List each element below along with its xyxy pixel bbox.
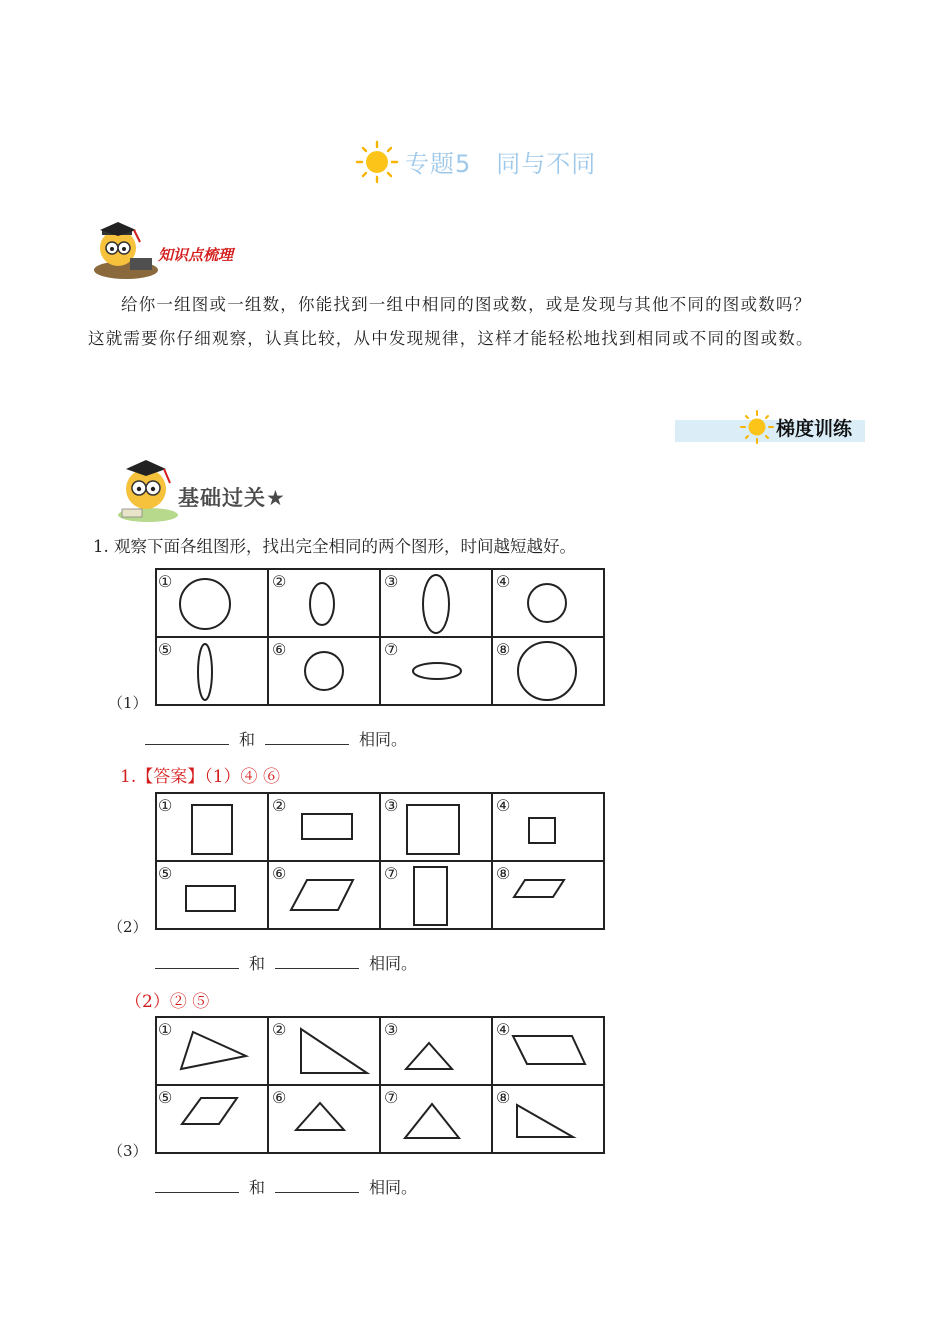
cell-number: ③	[384, 796, 399, 815]
shape-7	[413, 663, 461, 679]
shape-3	[406, 1043, 452, 1069]
cell-number: ①	[158, 1020, 173, 1039]
shape-4	[528, 584, 566, 622]
shape-5	[182, 1098, 237, 1124]
shape-2	[310, 583, 334, 625]
cell-number: ⑦	[384, 1088, 399, 1107]
basic-level-label: 基础过关★	[178, 486, 286, 510]
shape-grid-1-svg	[155, 568, 607, 708]
shape-5	[198, 644, 212, 700]
cell-number: ⑥	[272, 1088, 287, 1107]
shape-8	[518, 642, 576, 700]
cell-number: ⑦	[384, 864, 399, 883]
cell-number: ①	[158, 796, 173, 815]
cell-number: ⑤	[158, 640, 173, 659]
shape-2	[301, 1029, 367, 1073]
section-label: 梯度训练	[776, 418, 853, 440]
cell-number: ①	[158, 572, 173, 591]
shape-7	[405, 1104, 459, 1138]
cell-number: ⑤	[158, 864, 173, 883]
cell-number: ⑧	[496, 1088, 511, 1107]
connector-text: 和	[249, 954, 266, 973]
shape-7	[414, 867, 447, 925]
title-text: 专题5 同与不同	[405, 150, 597, 178]
answer-line-1	[135, 727, 407, 750]
cell-number: ⑦	[384, 640, 399, 659]
answer-line-2	[145, 951, 417, 974]
knowledge-label: 知识点梳理	[158, 246, 234, 264]
shape-8	[517, 1105, 573, 1137]
cell-number: ②	[272, 796, 287, 815]
shape-8	[514, 880, 564, 897]
shape-grid-1	[155, 568, 607, 708]
shape-grid-2	[155, 792, 607, 932]
scholar-mascot-icon	[88, 218, 160, 280]
blank-field[interactable]	[275, 1178, 359, 1193]
cell-number: ③	[384, 1020, 399, 1039]
blank-field[interactable]	[265, 730, 349, 745]
answer-2: （2）② ⑤	[125, 992, 210, 1012]
shape-3	[423, 575, 449, 633]
shape-grid-3-svg	[155, 1016, 607, 1156]
knowledge-paragraph-1: 给你一组图或一组数，你能找到一组中相同的图或数，或是发现与其他不同的图或数吗？	[121, 295, 812, 314]
cell-number: ⑧	[496, 864, 511, 883]
cell-number: ④	[496, 796, 511, 815]
shape-6	[296, 1103, 344, 1130]
sun-icon	[355, 140, 399, 184]
answer-1: 1.【答案】（1）④ ⑥	[120, 767, 280, 787]
connector-text: 和	[239, 730, 256, 749]
shape-1	[181, 1032, 246, 1069]
cell-number: ③	[384, 572, 399, 591]
suffix-text: 相同。	[369, 1178, 418, 1197]
cell-number: ⑥	[272, 864, 287, 883]
sun-icon	[740, 410, 774, 444]
answer-line-3	[145, 1175, 417, 1198]
shape-6	[291, 880, 353, 910]
blank-field[interactable]	[155, 1178, 239, 1193]
shape-1	[192, 805, 232, 854]
shape-1	[180, 579, 230, 629]
cell-number: ⑧	[496, 640, 511, 659]
shape-3	[407, 805, 459, 854]
shape-6	[305, 652, 343, 690]
cell-number: ⑥	[272, 640, 287, 659]
blank-field[interactable]	[275, 954, 359, 969]
cell-number: ②	[272, 1020, 287, 1039]
suffix-text: 相同。	[369, 954, 418, 973]
question-1-prompt: 1. 观察下面各组图形，找出完全相同的两个图形，时间越短越好。	[93, 537, 576, 556]
page-title	[355, 138, 655, 182]
shape-5	[186, 886, 235, 911]
suffix-text: 相同。	[359, 730, 408, 749]
part-label-3: （3）	[108, 1142, 148, 1160]
shape-2	[302, 814, 352, 839]
cell-number: ④	[496, 1020, 511, 1039]
connector-text: 和	[249, 1178, 266, 1197]
shape-4	[513, 1036, 585, 1064]
shape-4	[529, 818, 555, 843]
part-label-2: （2）	[108, 918, 148, 936]
shape-grid-2-svg	[155, 792, 607, 932]
scholar-mascot-icon	[112, 455, 184, 525]
cell-number: ⑤	[158, 1088, 173, 1107]
part-label-1: （1）	[108, 694, 148, 712]
shape-grid-3	[155, 1016, 607, 1156]
cell-number: ④	[496, 572, 511, 591]
knowledge-paragraph-2: 这就需要你仔细观察，认真比较，从中发现规律，这样才能轻松地找到相同或不同的图或数。	[88, 329, 814, 348]
blank-field[interactable]	[145, 730, 229, 745]
blank-field[interactable]	[155, 954, 239, 969]
cell-number: ②	[272, 572, 287, 591]
